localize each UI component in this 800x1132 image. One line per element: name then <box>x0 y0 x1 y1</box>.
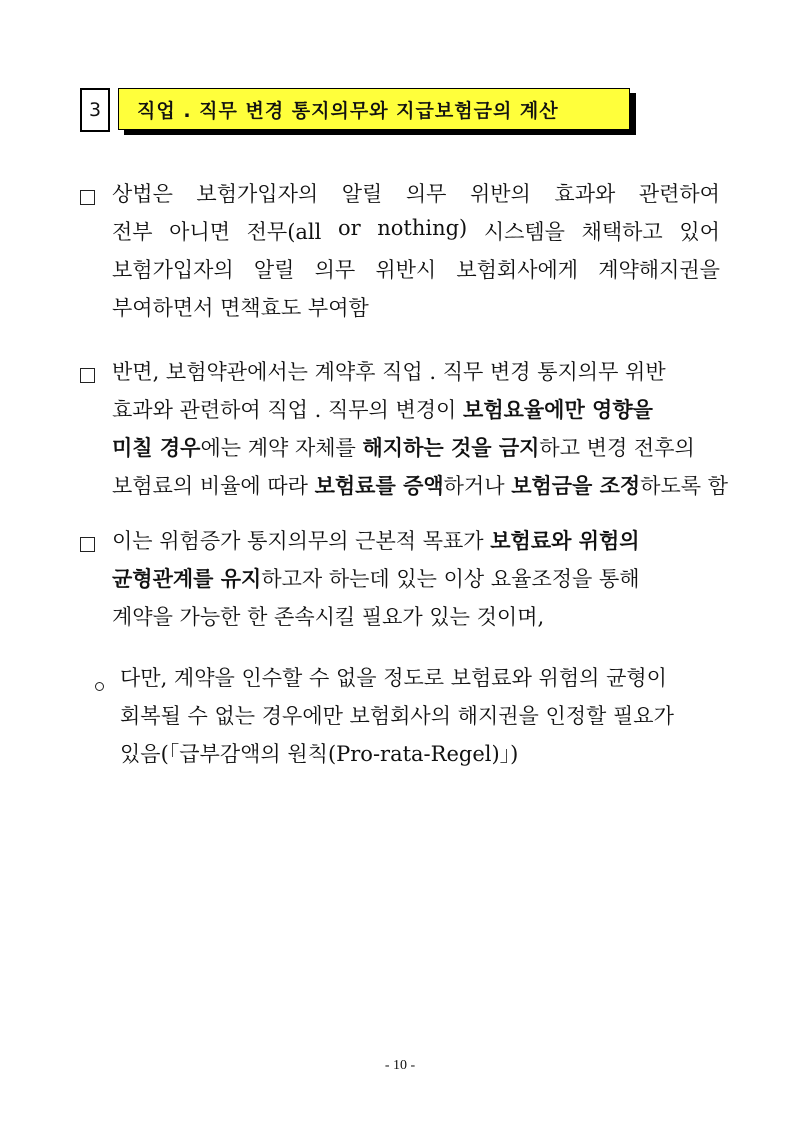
text-run: 이는 위험증가 통지의무의 근본적 목표가 <box>112 529 491 553</box>
word: 보험회사에게 <box>456 258 579 282</box>
circle-bullet-icon <box>95 672 104 696</box>
section-number: 3 <box>80 88 110 132</box>
word: 보험가입자의 <box>112 258 234 282</box>
paragraph-line <box>112 254 720 284</box>
emphasis-text: 보험요율에만 영향을 <box>463 398 653 422</box>
word: 알릴 <box>253 258 295 282</box>
text-run: 보험료의 비율에 따라 <box>112 474 315 498</box>
text-run: 하도록 함 <box>640 474 729 498</box>
word: 있어 <box>679 220 720 244</box>
paragraph-line: 있음(｢급부감액의 원칙(Pro-rata-Regel)｣) <box>120 742 519 766</box>
paragraph-line: 부여하면서 면책효도 부여함 <box>112 296 369 320</box>
paragraph-line <box>112 216 720 246</box>
text-run: 하고자 하는데 있는 이상 요율조정을 통해 <box>261 567 640 591</box>
word: 관련하여 <box>638 182 720 206</box>
word: 채택하고 <box>581 220 663 244</box>
word: 전무(all <box>246 220 322 244</box>
word: 위반의 <box>469 182 531 206</box>
text-run: 하고 변경 전후의 <box>539 436 695 460</box>
word: 계약해지권을 <box>598 258 720 282</box>
square-bullet-icon <box>80 186 95 210</box>
square-bullet-icon <box>80 364 95 388</box>
paragraph-line: 다만, 계약을 인수할 수 없을 정도로 보험료와 위험의 균형이 <box>120 666 667 690</box>
paragraph-line <box>112 432 695 462</box>
word: 전부 <box>112 220 153 244</box>
word: 의무 <box>314 258 356 282</box>
paragraph-line: 계약을 가능한 한 존속시킬 필요가 있는 것이며, <box>112 605 545 629</box>
word: 보험가입자의 <box>196 182 319 206</box>
text-run: 에는 계약 자체를 <box>200 436 363 460</box>
section-title: 직업 . 직무 변경 통지의무와 지급보험금의 계산 <box>118 88 630 130</box>
text-run: 효과와 관련하여 직업 . 직무의 변경이 <box>112 398 464 422</box>
word: 의무 <box>405 182 447 206</box>
paragraph-line: 반면, 보험약관에서는 계약후 직업 . 직무 변경 통지의무 위반 <box>112 360 666 384</box>
paragraph-line: 회복될 수 없는 경우에만 보험회사의 해지권을 인정할 필요가 <box>120 704 674 728</box>
paragraph-line <box>112 394 653 424</box>
word: 아니면 <box>169 220 231 244</box>
word: 알릴 <box>341 182 383 206</box>
square-bullet-icon <box>80 533 95 557</box>
emphasis-text: 보험료를 증액 <box>314 474 444 498</box>
paragraph-line <box>112 178 720 208</box>
page-number: - 10 - <box>384 1058 416 1073</box>
word: 시스템을 <box>483 220 565 244</box>
emphasis-text: 미칠 경우 <box>112 436 201 460</box>
word: or <box>337 216 361 240</box>
emphasis-text: 해지하는 것을 금지 <box>362 436 540 460</box>
word: 위반시 <box>375 258 437 282</box>
emphasis-text: 균형관계를 유지 <box>112 567 262 591</box>
word: 상법은 <box>112 182 173 206</box>
text-run: 하거나 <box>443 474 512 498</box>
word: 효과와 <box>554 182 616 206</box>
word: nothing) <box>377 216 468 240</box>
paragraph-line <box>112 525 640 555</box>
paragraph-line <box>112 563 640 593</box>
paragraph-line <box>112 470 728 500</box>
emphasis-text: 보험금을 조정 <box>511 474 641 498</box>
emphasis-text: 보험료와 위험의 <box>490 529 640 553</box>
